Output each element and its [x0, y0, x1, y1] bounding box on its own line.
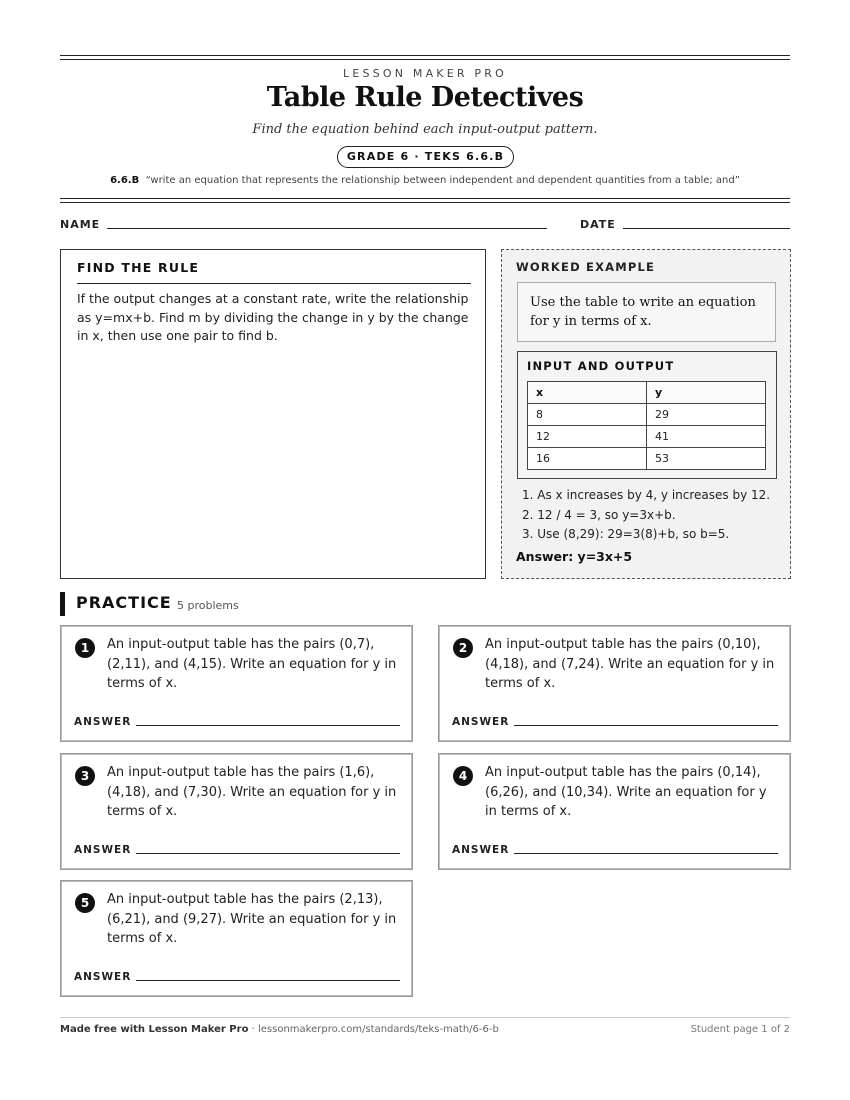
find-the-rule-divider [77, 283, 471, 284]
standard-description [0, 175, 850, 186]
answer-label: ANSWER [74, 844, 132, 856]
worked-example-prompt: Use the table to write an equation for y in terms of x. [517, 282, 776, 342]
table-cell-x: 8 [528, 404, 647, 426]
input-output-box [517, 351, 777, 479]
answer-field[interactable] [514, 725, 778, 726]
worked-example-answer: Answer: y=3x+5 [516, 549, 633, 564]
step-item: 1. As x increases by 4, y increases by 12. [522, 488, 771, 502]
footer-url[interactable]: · lessonmakerpro.com/standards/teks-math/6-6-b [248, 1024, 499, 1035]
answer-field[interactable] [136, 980, 400, 981]
date-field[interactable] [623, 228, 790, 229]
answer-field[interactable] [136, 853, 400, 854]
problem-number-badge: 3 [75, 766, 95, 786]
brand-name: LESSON MAKER PRO [343, 67, 507, 80]
page-title: Table Rule Detectives [266, 82, 584, 113]
worked-example-steps [522, 486, 770, 545]
problem-card-5 [60, 880, 413, 997]
grade-badge: GRADE 6 · TEKS 6.6.B [337, 146, 514, 168]
footer-credit [60, 1024, 499, 1035]
name-label: NAME [60, 218, 101, 231]
problem-card-4 [438, 753, 791, 870]
column-header-x: x [528, 382, 647, 404]
find-the-rule-title: FIND THE RULE [77, 260, 200, 275]
answer-label: ANSWER [74, 716, 132, 728]
header-bottom-rule-thin [60, 198, 790, 199]
column-header-y: y [647, 382, 766, 404]
step-item: 2. 12 / 4 = 3, so y=3x+b. [522, 507, 676, 522]
footer-divider [60, 1017, 790, 1018]
practice-title: PRACTICE [76, 593, 172, 612]
find-the-rule-panel [60, 249, 486, 579]
worked-example-title: WORKED EXAMPLE [516, 260, 656, 274]
answer-label: ANSWER [452, 716, 510, 728]
table-cell-y: 29 [647, 404, 766, 426]
table-row [528, 426, 766, 448]
name-field[interactable] [107, 228, 547, 229]
problem-text: An input-output table has the pairs (1,6), (4,18), and (7,30). Write an equation for y in terms of x. [107, 765, 397, 819]
find-the-rule-text: If the output changes at a constant rate, write the relationship as y=mx+b. Find m by dividing the change in y by the change in x, then use one pair to find b. [77, 291, 469, 343]
problem-text: An input-output table has the pairs (0,10), (4,18), and (7,24). Write an equation for y in terms of x. [485, 637, 775, 691]
standard-code: 6.6.B [110, 175, 140, 186]
step-item: 3. Use (8,29): 29=3(8)+b, so b=5. [522, 527, 730, 541]
problem-card-2 [438, 625, 791, 742]
problem-number-badge: 1 [75, 638, 95, 658]
page-subtitle: Find the equation behind each input-output pattern. [252, 122, 598, 137]
answer-field[interactable] [514, 853, 778, 854]
problem-number-badge: 4 [453, 766, 473, 786]
table-row [528, 404, 766, 426]
date-label: DATE [580, 218, 616, 231]
table-row [528, 448, 766, 470]
input-output-title: INPUT AND OUTPUT [527, 359, 675, 373]
answer-label: ANSWER [74, 971, 132, 983]
worked-example-panel [501, 249, 791, 579]
problem-text: An input-output table has the pairs (2,13), (6,21), and (9,27). Write an equation for y in terms of x. [107, 892, 397, 946]
table-header-row [528, 382, 766, 404]
problem-text: An input-output table has the pairs (0,7), (2,11), and (4,15). Write an equation for y in terms of x. [107, 637, 397, 691]
header-top-rule-thin [60, 59, 790, 60]
problem-number-badge: 5 [75, 893, 95, 913]
problem-card-1 [60, 625, 413, 742]
table-cell-y: 53 [647, 448, 766, 470]
problem-number-badge: 2 [453, 638, 473, 658]
footer-made-with: Made free with Lesson Maker Pro [60, 1024, 249, 1035]
footer-page-number: Student page 1 of 2 [690, 1024, 790, 1035]
answer-label: ANSWER [452, 844, 510, 856]
problem-text: An input-output table has the pairs (0,14), (6,26), and (10,34). Write an equation for y in terms of x. [485, 765, 767, 819]
practice-accent-bar [60, 592, 65, 616]
problem-card-3 [60, 753, 413, 870]
header-top-rule [60, 55, 790, 56]
header-bottom-rule [60, 202, 790, 203]
practice-count: 5 problems [177, 599, 239, 612]
input-output-table [527, 381, 766, 470]
standard-text: “write an equation that represents the relationship between independent and dependent quantities from a table; and” [145, 175, 740, 186]
table-cell-x: 16 [528, 448, 647, 470]
table-cell-x: 12 [528, 426, 647, 448]
table-cell-y: 41 [647, 426, 766, 448]
answer-field[interactable] [136, 725, 400, 726]
